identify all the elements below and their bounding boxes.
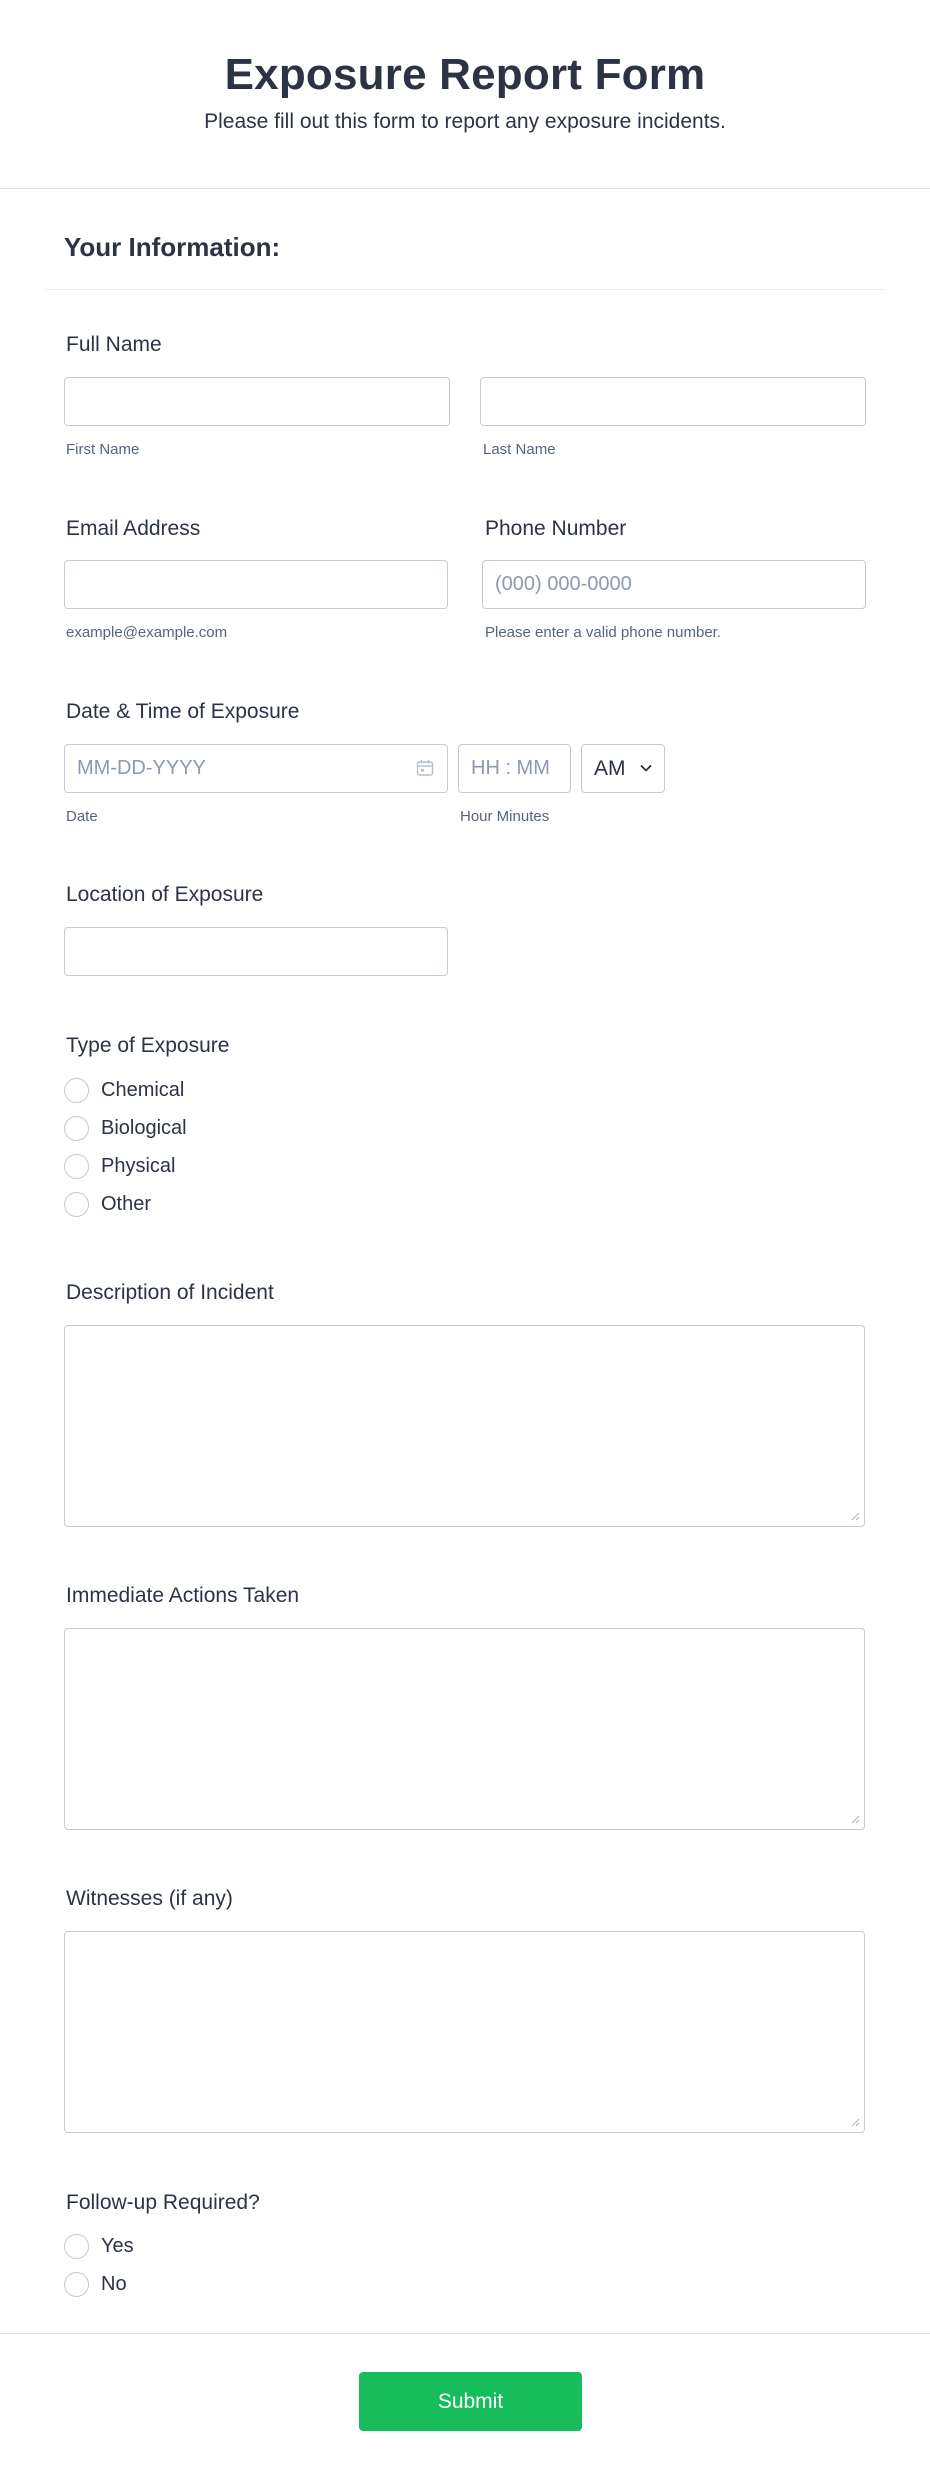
date-sublabel: Date [66, 808, 98, 825]
time-input[interactable] [458, 744, 571, 793]
radio-button[interactable] [64, 1192, 89, 1217]
radio-label: No [101, 2273, 127, 2295]
section-title: Your Information: [64, 232, 281, 262]
description-textarea[interactable] [64, 1325, 865, 1527]
phone-label: Phone Number [485, 517, 627, 540]
chevron-down-icon [638, 760, 654, 776]
radio-label: Other [101, 1193, 152, 1215]
first-name-input[interactable] [64, 377, 450, 426]
radio-label: Chemical [101, 1079, 185, 1101]
actions-textarea[interactable] [64, 1628, 865, 1830]
resize-grip-icon[interactable] [850, 2117, 860, 2127]
witnesses-textarea[interactable] [64, 1931, 865, 2133]
form-title: Exposure Report Form [224, 50, 706, 99]
radio-button[interactable] [64, 2272, 89, 2297]
witnesses-label: Witnesses (if any) [66, 1887, 233, 1910]
radio-label: Biological [101, 1117, 187, 1139]
followup-label: Follow-up Required? [66, 2191, 260, 2214]
footer-divider [0, 2333, 930, 2334]
radio-button[interactable] [64, 2234, 89, 2259]
resize-grip-icon[interactable] [850, 1511, 860, 1521]
resize-grip-icon[interactable] [850, 1814, 860, 1824]
exposure-type-label: Type of Exposure [66, 1034, 230, 1057]
date-input[interactable] [64, 744, 448, 793]
email-sublabel: example@example.com [66, 624, 228, 641]
radio-label: Physical [101, 1155, 176, 1177]
calendar-icon[interactable] [415, 758, 435, 778]
ampm-value: AM [594, 757, 626, 780]
last-name-sublabel: Last Name [483, 441, 556, 458]
location-input[interactable] [64, 927, 448, 976]
last-name-input[interactable] [480, 377, 866, 426]
email-input[interactable] [64, 560, 448, 609]
radio-button[interactable] [64, 1078, 89, 1103]
location-label: Location of Exposure [66, 883, 264, 906]
email-label: Email Address [66, 517, 201, 540]
full-name-label: Full Name [66, 333, 162, 356]
actions-label: Immediate Actions Taken [66, 1584, 300, 1607]
radio-button[interactable] [64, 1116, 89, 1141]
phone-sublabel: Please enter a valid phone number. [485, 624, 721, 641]
submit-button[interactable]: Submit [359, 2372, 582, 2431]
datetime-label: Date & Time of Exposure [66, 700, 300, 723]
first-name-sublabel: First Name [66, 441, 140, 458]
form-header [0, 0, 930, 189]
radio-label: Yes [101, 2235, 134, 2257]
form-subtitle: Please fill out this form to report any exposure incidents. [204, 110, 726, 133]
section-divider [46, 289, 884, 290]
ampm-select[interactable] [581, 744, 665, 793]
description-label: Description of Incident [66, 1281, 274, 1304]
time-sublabel: Hour Minutes [460, 808, 550, 825]
radio-button[interactable] [64, 1154, 89, 1179]
phone-input[interactable] [482, 560, 866, 609]
